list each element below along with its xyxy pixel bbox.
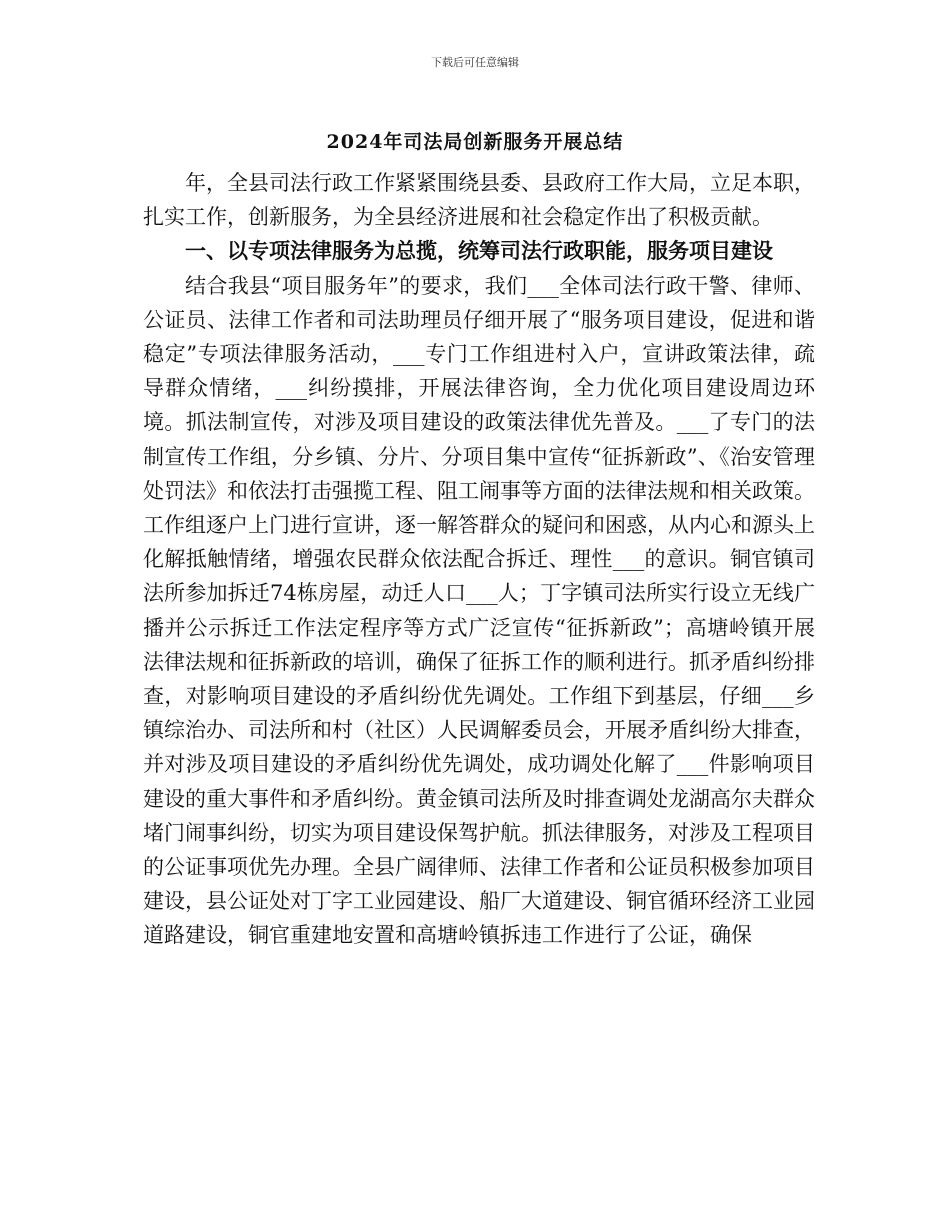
- intro-paragraph: 年，全县司法行政工作紧紧围绕县委、县政府工作大局，立足本职，扎实工作，创新服务，为全县经济进展和社会稳定作出了积极贡献。: [143, 171, 815, 230]
- section-heading-1: 一、以专项法律服务为总揽，统筹司法行政职能，服务项目建设: [185, 238, 773, 264]
- document-body: [143, 166, 815, 953]
- document-title: 2024年司法局创新服务开展总结: [326, 131, 624, 153]
- section-1-paragraph: 结合我县“项目服务年”的要求，我们___全体司法行政干警、律师、公证员、法律工作者和司法助理员仔细开展了“服务项目建设，促进和谐稳定”专项法律服务活动，___专门工作组进村入户，宣讲政策法律，疏导群众情绪，___纠纷摸排，开展法律咨询，全力优化项目建设周边环境。抓法制宣传，对涉及项目建设的政策法律优先普及。___了专门的法制宣传工作组，分乡镇、分片、分项目集中宣传“征拆新政”、《治安管理处罚法》和依法打击强揽工程、阻工闹事等方面的法律法规和相关政策。工作组逐户上门进行宣讲，逐一解答群众的疑问和困惑，从内心和源头上化解抵触情绪，增强农民群众依法配合拆迁、理性___的意识。铜官镇司法所参加拆迁74栋房屋，动迁人口___人；丁字镇司法所实行设立无线广播并公示拆迁工作法定程序等方式广泛宣传“征拆新政”；高塘岭镇开展法律法规和征拆新政的培训，确保了征拆工作的顺利进行。抓矛盾纠纷排查，对影响项目建设的矛盾纠纷优先调处。工作组下到基层，仔细___乡镇综治办、司法所和村（社区）人民调解委员会，开展矛盾纠纷大排查，并对涉及项目建设的矛盾纠纷优先调处，成功调处化解了___件影响项目建设的重大事件和矛盾纠纷。黄金镇司法所及时排查调处龙湖高尔夫群众堵门闹事纠纷，切实为项目建设保驾护航。抓法律服务，对涉及工程项目的公证事项优先办理。全县广阔律师、法律工作者和公证员积极参加项目建设，县公证处对丁字工业园建设、船厂大道建设、铜官循环经济工业园道路建设，铜官重建地安置和高塘岭镇拆违工作进行了公证，确保: [143, 273, 815, 948]
- header-note: 下载后可任意编辑: [431, 56, 519, 69]
